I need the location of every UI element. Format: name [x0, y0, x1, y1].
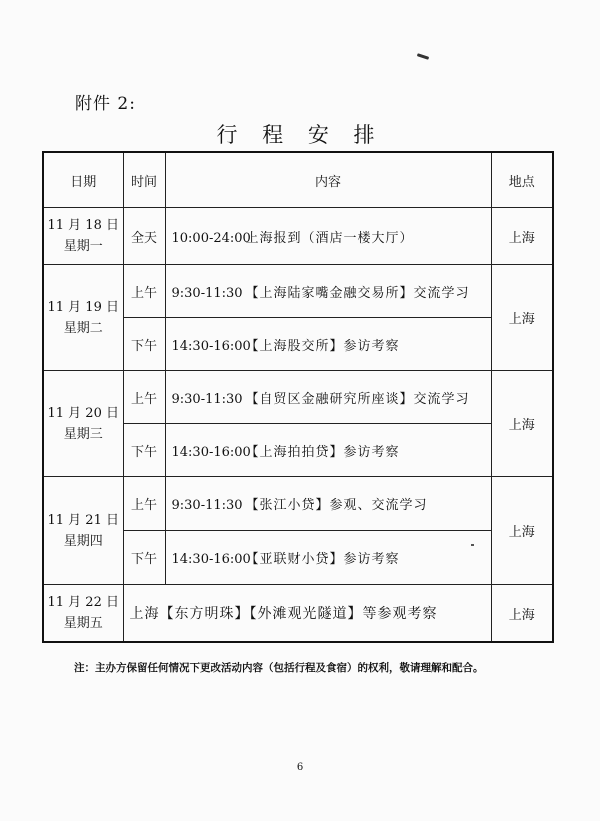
- scan-mark: [417, 53, 429, 60]
- time-cell: 上午: [123, 265, 165, 318]
- place-cell: 上海: [491, 265, 553, 371]
- date-text: 11 月 20 日: [47, 405, 119, 421]
- time-cell: 下午: [123, 424, 165, 477]
- weekday-text: 星期二: [63, 320, 103, 336]
- activity-text: 【自贸区金融研究所座谈】交流学习: [245, 391, 470, 407]
- slot-time: 9:30-11:30: [171, 285, 243, 301]
- header-time: 时间: [123, 152, 165, 208]
- date-cell: [43, 371, 123, 477]
- activity-text: 上海【东方明珠】【外滩观光隧道】等参观考察: [129, 606, 438, 622]
- header-date: 日期: [43, 152, 123, 208]
- content-cell: [165, 371, 491, 424]
- time-cell: 全天: [123, 208, 165, 265]
- weekday-text: 星期四: [63, 533, 103, 549]
- content-cell: [165, 531, 491, 585]
- time-cell: 上午: [123, 371, 165, 424]
- place-cell: 上海: [491, 585, 553, 643]
- slot-time: 9:30-11:30: [171, 391, 243, 407]
- activity-text: 【上海股交所】参访考察: [245, 338, 400, 354]
- weekday-text: 星期五: [63, 616, 103, 631]
- header-content: 内容: [165, 152, 491, 208]
- table-row: [43, 208, 553, 265]
- schedule-table: [42, 151, 554, 643]
- table-row: [43, 585, 553, 643]
- date-cell: [43, 477, 123, 585]
- date-cell: [43, 585, 123, 643]
- footnote: 注：主办方保留任何情况下更改活动内容（包括行程及食宿）的权利，敬请理解和配合。: [74, 662, 484, 674]
- date-cell: [43, 208, 123, 265]
- date-text: 11 月 18 日: [47, 218, 119, 233]
- table-row: [43, 477, 553, 531]
- slot-time: 14:30-16:00: [171, 444, 251, 460]
- content-cell: [165, 424, 491, 477]
- page-number: 6: [296, 762, 304, 773]
- content-cell: [165, 477, 491, 531]
- header-place: 地点: [491, 152, 553, 208]
- weekday-text: 星期三: [63, 426, 103, 442]
- activity-text: 上海报到（酒店一楼大厅）: [245, 230, 414, 246]
- slot-time: 14:30-16:00: [171, 338, 251, 354]
- date-text: 11 月 21 日: [47, 512, 119, 528]
- place-cell: 上海: [491, 208, 553, 265]
- activity-text: 【上海拍拍贷】参访考察: [245, 444, 400, 460]
- content-cell: [165, 265, 491, 318]
- attachment-label: 附件 2:: [75, 94, 136, 114]
- activity-text: 【亚联财小贷】参访考察: [245, 552, 400, 567]
- table-header-row: [43, 152, 553, 208]
- place-cell: 上海: [491, 371, 553, 477]
- table-row: [43, 371, 553, 424]
- date-text: 11 月 19 日: [47, 299, 119, 315]
- time-cell: 下午: [123, 531, 165, 585]
- slot-time: 10:00-24:00: [171, 230, 251, 246]
- place-cell: 上海: [491, 477, 553, 585]
- table-row: [43, 265, 553, 318]
- content-cell: [165, 208, 491, 265]
- activity-text: 【上海陆家嘴金融交易所】交流学习: [245, 285, 470, 301]
- slot-time: 9:30-11:30: [171, 498, 243, 513]
- date-cell: [43, 265, 123, 371]
- date-text: 11 月 22 日: [47, 595, 119, 610]
- time-cell: 下午: [123, 318, 165, 371]
- slot-time: 14:30-16:00: [171, 552, 251, 567]
- weekday-text: 星期一: [63, 239, 103, 254]
- time-cell: 上午: [123, 477, 165, 531]
- content-cell: [123, 585, 491, 643]
- page-title: 行 程 安 排: [216, 123, 384, 147]
- content-cell: [165, 318, 491, 371]
- activity-text: 【张江小贷】参观、交流学习: [245, 498, 428, 513]
